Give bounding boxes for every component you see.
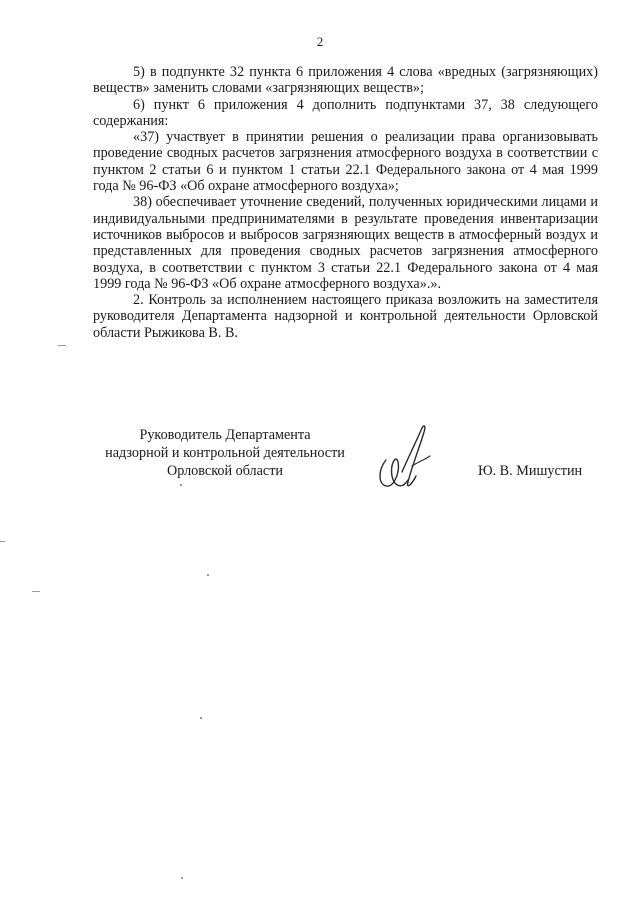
scan-artifact-mark xyxy=(58,345,66,346)
paragraph-control-clause: 2. Контроль за исполнением настоящего приказа возложить на заместителя руководителя Департамента надзорной и контрольной деятельности Орловской области Рыжикова В. В. xyxy=(93,292,598,341)
signatory-position xyxy=(80,426,370,480)
scan-artifact-mark xyxy=(0,541,5,542)
signatory-name: Ю. В. Мишустин xyxy=(478,463,583,479)
scan-artifact-speck xyxy=(181,877,183,879)
signature-block xyxy=(0,426,640,506)
scan-artifact-mark xyxy=(32,591,40,592)
page-number: 2 xyxy=(316,34,324,49)
paragraph-item-6: 6) пункт 6 приложения 4 дополнить подпунктами 37, 38 следующего содержания: xyxy=(93,96,598,129)
paragraph-subitem-38: 38) обеспечивает уточнение сведений, полученных юридическими лицами и индивидуальными предпринимателями в результате проведения инвентаризации источников выбросов и выбросов загрязняющих веществ в атмосферный воздух и представленных для проведения сводных расчетов загрязнения атмосферного воздуха, в соответствии с пунктом 3 статьи 22.1 Федерального закона от 4 мая 1999 года № 96-ФЗ «Об охране атмосферного воздуха».». xyxy=(93,194,598,292)
scan-artifact-speck xyxy=(180,484,182,486)
paragraph-subitem-37: «37) участвует в принятии решения о реализации права организовывать проведение сводных расчетов загрязнения атмосферного воздуха в соответствии с пунктом 2 статьи 6 и пунктом 1 статьи 22.1 Федерального закона от 4 мая 1999 года № 96-ФЗ «Об охране атмосферного воздуха»; xyxy=(93,129,598,195)
signatory-position-line: Руководитель Департамента xyxy=(139,427,311,443)
scan-artifact-speck xyxy=(200,717,202,719)
scan-artifact-speck xyxy=(207,574,209,576)
signatory-position-line: надзорной и контрольной деятельности xyxy=(105,445,345,461)
signatory-position-line: Орловской области xyxy=(166,463,284,479)
document-body xyxy=(93,64,598,341)
handwritten-signature xyxy=(372,420,442,500)
paragraph-item-5: 5) в подпункте 32 пункта 6 приложения 4 слова «вредных (загрязняющих) веществ» заменить словами «загрязняющих веществ»; xyxy=(93,64,598,97)
